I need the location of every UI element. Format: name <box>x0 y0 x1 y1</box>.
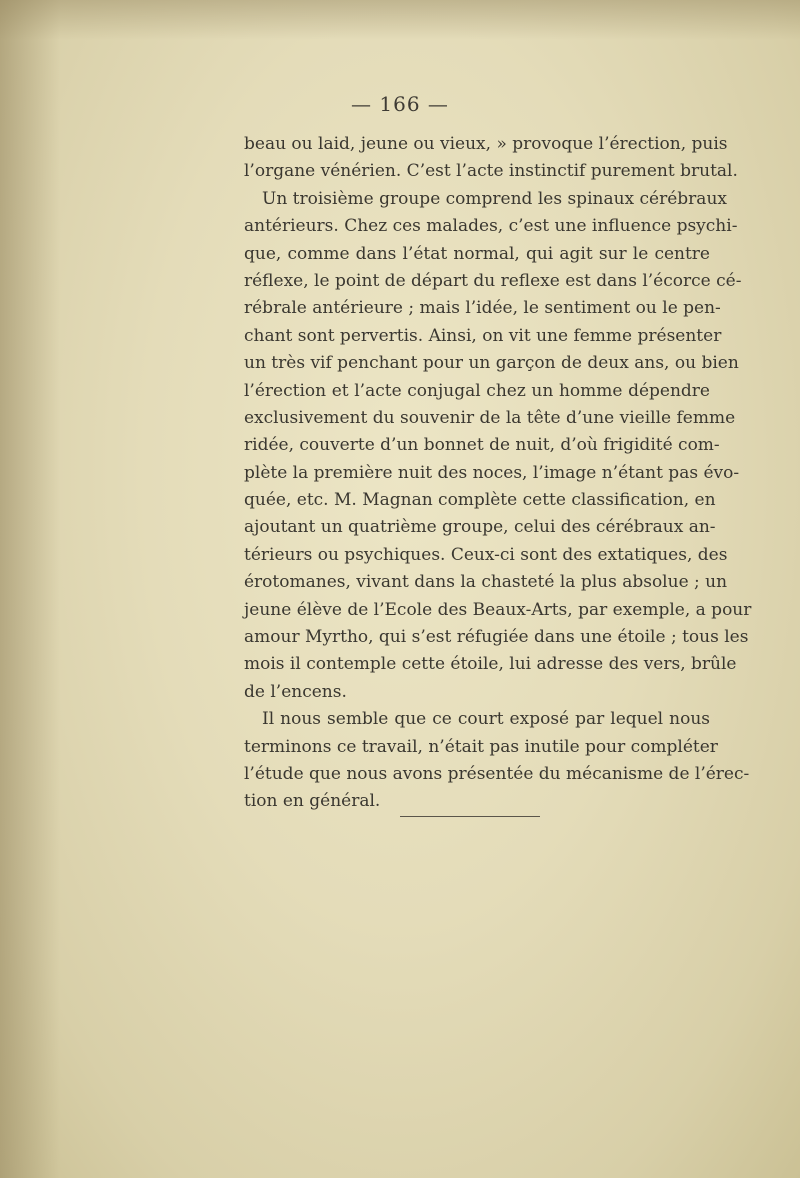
text-line: chant sont pervertis. Ainsi, on vit une femme présenter <box>244 325 722 346</box>
text-line: ridée, couverte d’un bonnet de nuit, d’où frigidité com- <box>244 435 720 456</box>
text-line: térieurs ou psychiques. Ceux-ci sont des extatiques, des <box>244 544 728 565</box>
text-line: jeune élève de l’Ecole des Beaux-Arts, par exemple, a pour <box>244 599 752 620</box>
text-line: un très vif penchant pour un garçon de deux ans, ou bien <box>244 353 739 374</box>
text-line: beau ou laid, jeune ou vieux, » provoque l’érection, puis <box>244 134 728 154</box>
text-line: l’étude que nous avons présentée du mécanisme de l’érec- <box>244 763 750 784</box>
text-line: Il nous semble que ce court exposé par lequel nous <box>262 709 710 730</box>
text-line: quée, etc. M. Magnan complète cette classification, en <box>244 490 716 511</box>
text-line: érotomanes, vivant dans la chasteté la plus absolue ; un <box>244 572 728 593</box>
text-line: ajoutant un quatrième groupe, celui des cérébraux an- <box>244 517 716 538</box>
page-number: — 166 — <box>351 92 449 116</box>
text-line: amour Myrtho, qui s’est réfugiée dans une étoile ; tous les <box>244 627 749 648</box>
text-line: l’érection et l’acte conjugal chez un homme dépendre <box>244 380 710 401</box>
text-line: antérieurs. Chez ces malades, c’est une influence psychi- <box>244 216 738 237</box>
text-line: de l’encens. <box>244 681 347 702</box>
text-line: mois il contemple cette étoile, lui adresse des vers, brûle <box>244 654 737 675</box>
page-edge-shadow-top <box>0 0 800 40</box>
text-line: l’organe vénérien. C’est l’acte instinctif purement brutal. <box>244 161 738 182</box>
text-line: rébrale antérieure ; mais l’idée, le sentiment ou le pen- <box>244 298 721 319</box>
text-line: plète la première nuit des noces, l’image n’étant pas évo- <box>244 462 740 483</box>
text-line: exclusivement du souvenir de la tête d’une vieille femme <box>244 407 736 428</box>
section-end-rule <box>400 816 540 817</box>
text-line: réflexe, le point de départ du reflexe est dans l’écorce cé- <box>244 270 742 291</box>
text-line: Un troisième groupe comprend les spinaux cérébraux <box>262 188 727 209</box>
page-edge-shadow-left <box>0 0 60 1178</box>
text-line: terminons ce travail, n’était pas inutile pour compléter <box>244 736 718 757</box>
text-line: que, comme dans l’état normal, qui agit sur le centre <box>244 243 710 264</box>
text-line: tion en général. <box>244 791 381 812</box>
body-text <box>244 131 752 816</box>
